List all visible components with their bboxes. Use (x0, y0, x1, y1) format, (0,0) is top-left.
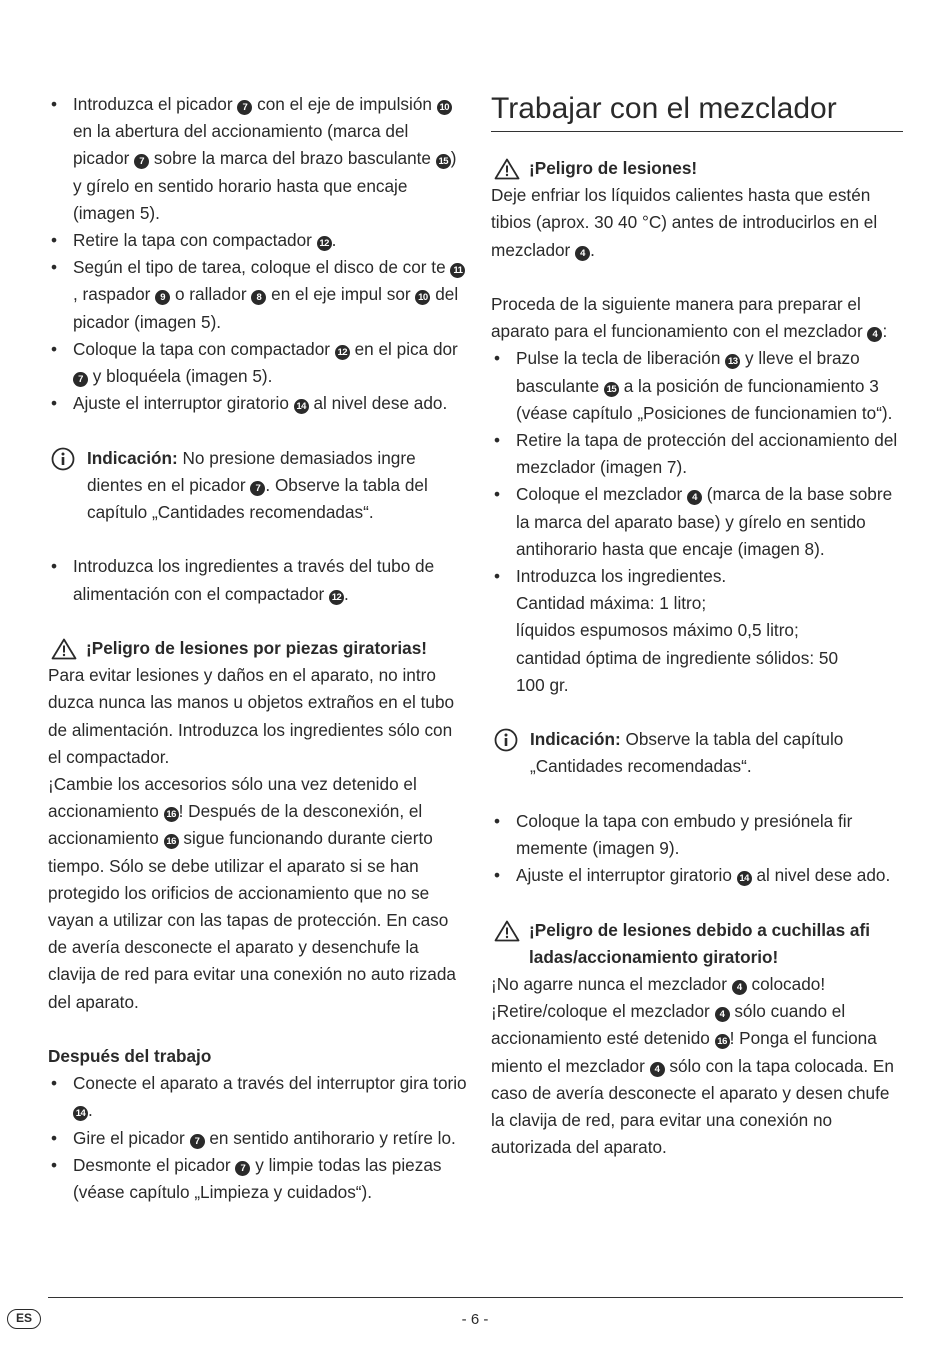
part-number-icon: 7 (73, 372, 88, 387)
warning-triangle-icon (51, 638, 77, 660)
list-item: • Retire la tapa con compactador 12 . (48, 227, 468, 254)
intro-text: Proceda de la siguiente manera para preparar el aparato para el funcionamiento con el mezclador 4 : (491, 294, 888, 342)
part-number-icon: 15 (436, 154, 451, 169)
part-number-icon: 7 (250, 481, 265, 496)
info-icon (51, 447, 75, 471)
ingredients-list (48, 553, 468, 607)
language-badge: ES (7, 1309, 41, 1329)
mixer-steps-list (491, 345, 903, 699)
warning-triangle-icon (494, 920, 520, 942)
list-item: • Desmonte el picador 7 y limpie todas las piezas (véase capítulo „Limpieza y cuidados“). (48, 1152, 468, 1206)
part-number-icon: 15 (604, 382, 619, 397)
part-number-icon: 16 (164, 807, 179, 822)
part-number-icon: 4 (732, 980, 747, 995)
note-label: Indicación: (87, 447, 178, 468)
warning-text: ¡No agarre nunca el mezclador 4 colocado! ¡Retire/coloque el mezclador 4 sólo cuando el accionamiento esté detenido 16 ! Ponga el funciona miento el mezclador 4 sólo con la tapa colocada. En caso de avería desconecte el aparato y desen chufe la clavija de red, para evitar una conexión no autorizada del aparato. (491, 974, 894, 1158)
part-number-icon: 16 (164, 834, 179, 849)
part-number-icon: 4 (687, 490, 702, 505)
list-item: • Introduzca los ingredientes a través del tubo de alimentación con el compactador 12 . (48, 553, 468, 607)
part-number-icon: 13 (725, 354, 740, 369)
list-item: • Ajuste el interruptor giratorio 14 al nivel dese ado. (48, 390, 468, 417)
part-number-icon: 4 (650, 1062, 665, 1077)
list-item: • Pulse la tecla de liberación 13 y lleve el brazo basculante 15 a la posición de funcionamiento 3 (véase capítulo „Posiciones de funcionamien to“). (491, 345, 903, 427)
list-item: • Retire la tapa de protección del accionamiento del mezclador (imagen 7). (491, 427, 903, 481)
footer-divider (48, 1297, 903, 1298)
part-number-icon: 4 (867, 327, 882, 342)
list-item: • Introduzca los ingredientes. Cantidad máxima: 1 litro; líquidos espumosos máximo 0,5 litro; cantidad óptima de ingrediente sólidos: 50 100 gr. (491, 563, 903, 699)
warning-heading: ¡Peligro de lesiones debido a cuchillas afi ladas/accionamiento giratorio! (491, 917, 903, 971)
part-number-icon: 14 (294, 399, 309, 414)
part-number-icon: 12 (335, 345, 350, 360)
part-number-icon: 11 (450, 263, 465, 278)
part-number-icon: 7 (134, 154, 149, 169)
list-item: • Coloque la tapa con compactador 12 en el pica dor 7 y bloquéela (imagen 5). (48, 336, 468, 390)
list-item: • Conecte el aparato a través del interruptor gira torio 14 . (48, 1070, 468, 1124)
list-item: • Coloque la tapa con embudo y presiónela fir memente (imagen 9). (491, 808, 903, 862)
picador-steps-list (48, 91, 468, 417)
left-column (48, 91, 468, 1206)
note-block: Indicación: Observe la tabla del capítulo „Cantidades recomendadas“. (491, 726, 903, 780)
part-number-icon: 8 (251, 290, 266, 305)
part-number-icon: 7 (190, 1134, 205, 1149)
note-block: Indicación: No presione demasiados ingre dientes en el picador 7 . Observe la tabla del capítulo „Cantidades recomendadas“. (48, 445, 468, 527)
warning-heading: ¡Peligro de lesiones por piezas giratorias! (48, 635, 468, 662)
part-number-icon: 14 (73, 1106, 88, 1121)
warning-triangle-icon (494, 158, 520, 180)
after-work-list (48, 1070, 468, 1206)
part-number-icon: 4 (575, 246, 590, 261)
part-number-icon: 7 (237, 100, 252, 115)
warning-text: Para evitar lesiones y daños en el aparato, no intro duzca nunca las manos u objetos extraños en el tubo de alimentación. Introduzca los ingredientes sólo con el compactador. (48, 665, 455, 767)
list-item: • Gire el picador 7 en sentido antihorario y retíre lo. (48, 1125, 468, 1152)
part-number-icon: 12 (329, 590, 344, 605)
list-item: • Ajuste el interruptor giratorio 14 al nivel dese ado. (491, 862, 903, 889)
warning-text: Deje enfriar los líquidos calientes hasta que estén tibios (aprox. 30 40 °C) antes de introducirlos en el mezclador 4 . (491, 185, 878, 260)
section-heading: Después del trabajo (48, 1046, 212, 1067)
part-number-icon: 9 (155, 290, 170, 305)
right-column (491, 91, 903, 1161)
info-icon (494, 728, 518, 752)
page-title: Trabajar con el mezclador (491, 91, 903, 132)
list-item: • Coloque el mezclador 4 (marca de la base sobre la marca del aparato base) y gírelo en sentido antihorario hasta que encaje (imagen 8). (491, 481, 903, 563)
list-item: • Introduzca el picador 7 con el eje de impulsión 10 en la abertura del accionamiento (marca del picador 7 sobre la marca del brazo basculante 15 ) y gírelo en sentido horario hasta que encaje (imagen 5). (48, 91, 468, 227)
warning-heading: ¡Peligro de lesiones! (491, 155, 903, 182)
mixer-final-steps-list (491, 808, 903, 890)
page-number: - 6 - (461, 1311, 489, 1328)
part-number-icon: 7 (235, 1161, 250, 1176)
note-label: Indicación: (530, 729, 621, 750)
part-number-icon: 16 (715, 1034, 730, 1049)
part-number-icon: 10 (437, 100, 452, 115)
list-item: • Según el tipo de tarea, coloque el disco de cor te 11, raspador 9 o rallador 8 en el eje impul sor 10 del picador (imagen 5). (48, 254, 468, 336)
warning-text: ¡Cambie los accesorios sólo una vez detenido el accionamiento 16 ! Después de la desconexión, el accionamiento 16 sigue funcionando durante cierto tiempo. Sólo se debe utilizar el aparato si se han protegido los orificios de accionamiento que no se vayan a utilizar con las tapas de protección. En caso de avería desconecte el aparato y desenchufe la clavija de red para evitar una conexión no auto rizada del aparato. (48, 774, 456, 1012)
part-number-icon: 10 (415, 290, 430, 305)
part-number-icon: 14 (737, 871, 752, 886)
part-number-icon: 4 (715, 1007, 730, 1022)
part-number-icon: 12 (317, 236, 332, 251)
